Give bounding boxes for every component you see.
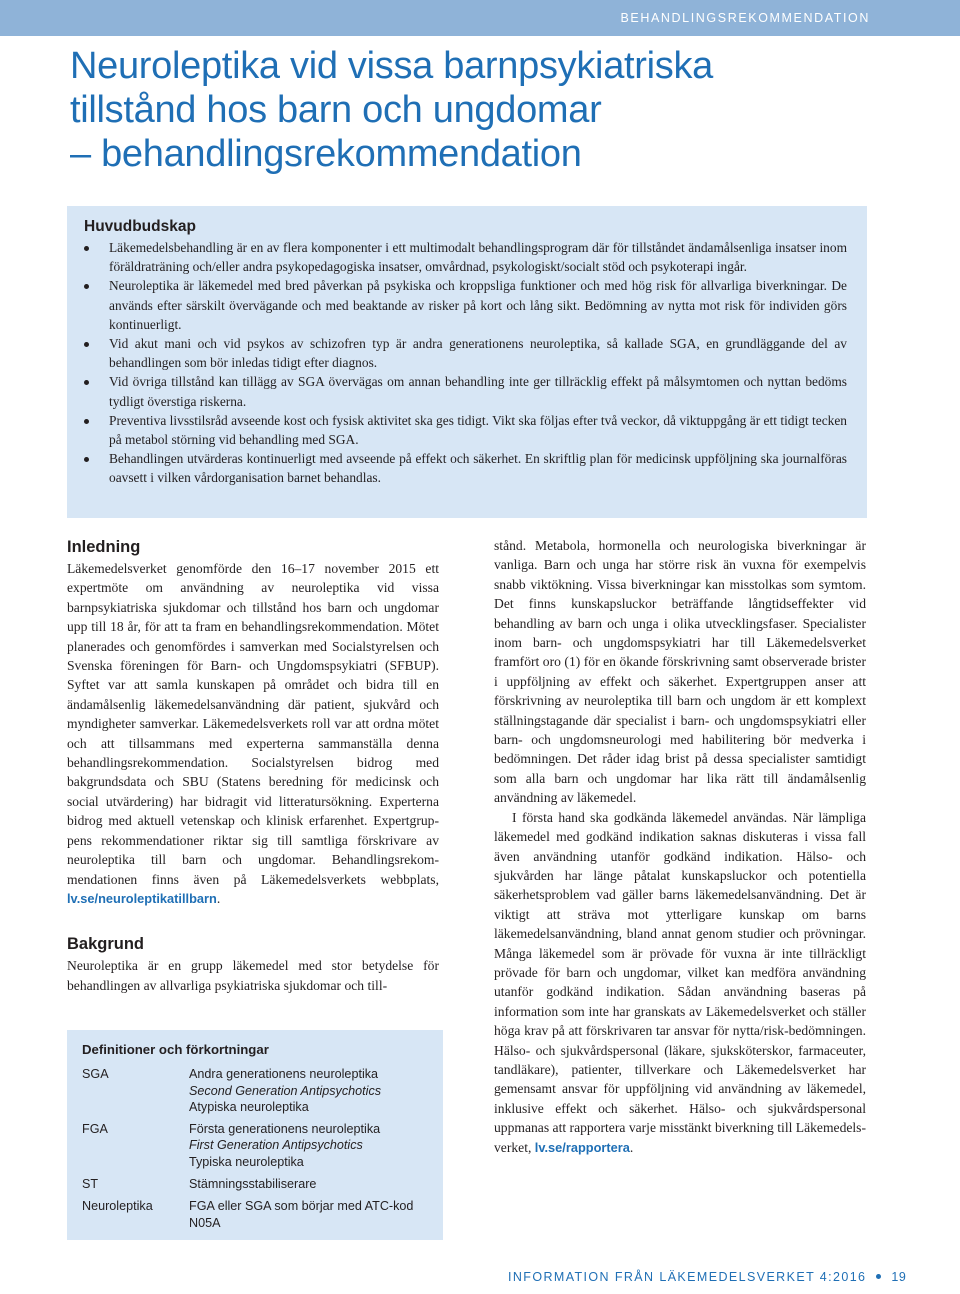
definition-row bbox=[82, 1066, 429, 1115]
definition-term: FGA bbox=[82, 1122, 108, 1137]
definition-term: Neuroleptika bbox=[82, 1199, 153, 1214]
definition-row bbox=[82, 1121, 429, 1170]
key-message-item: Vid akut mani och vid psykos av schizofren typ är andra generationens neuroleptika, så kallade SGA, en grundläggande del av behandlingen som bör inledas tidigt efter diagnos. bbox=[84, 334, 847, 372]
separator-dot-icon bbox=[876, 1274, 881, 1279]
key-message-item: Vid övriga tillstånd kan tillägg av SGA övervägas om annan behandling inte ger tillräcklig effekt på målsymtomen och nyttan bedöms tydligt överstiga riskerna. bbox=[84, 372, 847, 410]
key-messages-heading: Huvudbudskap bbox=[84, 218, 196, 235]
right-paragraph-2: I första hand ska godkända läkemedel användas. När lämpliga läkemedel med godkänd indikation saknas diskuteras i vissa fall även användning utanför godkänd indikation. Hälso- och sjukvården har länge påtalat kunskapsluckor och potentiella säkerhetsproblem vad gäller barns läkemedelsanvändning. Det är viktigt att sträva mot ytterligare kunskap om barns läkemedelsanvändning, bland annat genom studier och prövningar. Många läkemedel som är prövade för vuxna är inte tillräckligt prövade för barn och ungdomar, vilket kan medföra användning utanför godkänd indikation. Sådan användning baseras på information som inte har granskats av Läkemedelsverket och ställer höga krav på att förskrivaren tar ansvar för nytta/risk-bedömningen. Hälso- och sjukvårdspersonal (läkare, sjuksköterskor, farmaceuter, tandläkare), patienter, tillverkare och Läkemedelsverket har gemensamt ansvar för uppföljning vid användning av läkemedel, inklusive effekt och säkerhet. Hälso- och sjukvårdspersonal uppmanas att rapportera varje misstänkt biverkning till Läkemedelsverket, lv.se/rapportera. bbox=[494, 809, 866, 1155]
section-label: BEHANDLINGSREKOMMENDATION bbox=[620, 11, 870, 25]
left-column bbox=[67, 535, 439, 995]
definition-description: Andra generationens neuroleptika Second Generation Antipsychotics Atypiska neuroleptika bbox=[189, 1067, 382, 1114]
right-paragraph-1: stånd. Metabola, hormonella och neurologiska biverkningar är vanliga. Barn och unga har större risk än vuxna för exempelvis snabb viktökning. Vissa biverkningar kan misstolkas som symtom. Det finns kunskapsluckor beträffande långtidseffekter vid behandling av barn och unga i olika utvecklingsfaser. Specialister inom barn- och ungdomspsykiatri har till Läkemedelsverket framfört oro (1) för en ökande förskrivning samt observerade brister i uppföljning av effekt och säkerhet. Expertgruppen anser att förskrivning av neuroleptika till barn och ungdom är ett komplext ställningstagande där specialist i barn- och ungdomspsykiatri eller barn- och ungdomsneurologi med habilitering bör medverka i bedömningen. Det råder idag brist på dessa specialister samtidigt som alla barn och ungdomar har lika rätt till ändamålsenlig användning av läkemedel. bbox=[494, 538, 866, 806]
bullet-icon bbox=[84, 284, 89, 289]
title-line-1: Neuroleptika vid vissa barnpsykiatriska bbox=[70, 45, 714, 87]
neuroleptika-link[interactable]: lv.se/neuroleptikatillbarn bbox=[67, 890, 217, 906]
key-messages-list bbox=[84, 238, 847, 488]
page-number: 19 bbox=[891, 1270, 907, 1284]
bullet-icon bbox=[84, 380, 89, 385]
definition-row bbox=[82, 1198, 429, 1231]
key-message-item: Preventiva livsstilsråd avseende kost och fysisk aktivitet ska ges tidigt. Vikt ska följas efter två veckor, då viktuppgång är ett tidigt tecken på metabol störning vid behandling med SGA. bbox=[84, 411, 847, 449]
publication-name: INFORMATION FRÅN LÄKEMEDELSVERKET 4:2016 bbox=[508, 1270, 867, 1284]
definition-term: SGA bbox=[82, 1067, 109, 1082]
key-message-item: Läkemedelsbehandling är en av flera komponenter i ett multimodalt behandlingsprogram där för tillståndet ändamålsenliga insatser inom föräldraträning och/eller andra psykopedagogiska insatser, omvårdnad, psykologiskt/socialt stöd och psykoterapi ingår. bbox=[84, 238, 847, 276]
background-heading: Bakgrund bbox=[67, 935, 145, 954]
rapportera-link[interactable]: lv.se/rapportera bbox=[534, 1139, 630, 1155]
definition-description: Första generationens neuroleptika First Generation Antipsychotics Typiska neuroleptika bbox=[189, 1122, 381, 1169]
key-messages-box bbox=[67, 206, 867, 518]
bullet-icon bbox=[84, 342, 89, 347]
definition-term: ST bbox=[82, 1177, 99, 1192]
page-title bbox=[70, 44, 890, 176]
title-line-3: – behandlingsrekommendation bbox=[70, 133, 582, 175]
key-message-item: Neuroleptika är läkemedel med bred påverkan på psykiska och kroppsliga funktioner och med hög risk för allvarliga biverkningar. De används efter särskilt övervägande och med beaktande av risker på kort och lång sikt. Bedömning av nytta mot risk för individen görs kontinuerligt. bbox=[84, 276, 847, 334]
right-column bbox=[494, 536, 866, 1157]
definitions-box bbox=[67, 1030, 443, 1240]
title-line-2: tillstånd hos barn och ungdomar bbox=[70, 89, 602, 131]
definition-row bbox=[82, 1176, 429, 1192]
key-message-item: Behandlingen utvärderas kontinuerligt med avseende på effekt och säkerhet. En skriftlig plan för medicinsk uppföljning ska journalföras oavsett i vilken vårdorganisation barnet behandlas. bbox=[84, 449, 847, 487]
definition-description: FGA eller SGA som börjar med ATC-kod N05A bbox=[189, 1199, 414, 1230]
intro-paragraph: Läkemedelsverket genomförde den 16–17 november 2015 ett expertmöte om användning av neuroleptika vid vissa barnpsykiatriska sjukdomar och tillstånd hos barn och ungdomar upp till 18 år, för att ta fram en behandlingsrekommendation. Mötet planerades och genomfördes i samverkan med Socialstyrelsen och Svenska föreningen för Barn- och Ungdomspsykiatri (SFBUP). Syftet var att samla kunskapen på området och bidra till en ändamålsenlig läkemedelsanvändning där patient, sjukvård och myndigheter samverkar. Läkemedelsverkets roll var att ordna mötet och att tillsammans med experterna sammanställa denna behandlingsrekommendation. Socialstyrelsen bidrog med bakgrundsdata och SBU (Statens beredning för medicinsk och social utvärdering) har bidragit vid litteratursökning. Experterna bidrog med aktuell vetenskap och klinisk erfarenhet. Expertgruppens rekommendationer riktar sig till samtliga förskrivare av neuroleptika till barn och ungdomar. Behandlingsrekommendationen finns även på Läkemedelsverkets webbplats, lv.se/neuroleptikatillbarn. bbox=[67, 561, 439, 906]
header-bar bbox=[0, 0, 960, 36]
page-footer bbox=[508, 1270, 906, 1284]
intro-heading: Inledning bbox=[67, 538, 141, 556]
definitions-heading: Definitioner och förkortningar bbox=[82, 1042, 269, 1057]
background-paragraph: Neuroleptika är en grupp läkemedel med stor betydelse för behandlingen av allvarliga psykiatriska sjukdomar och till- bbox=[67, 958, 439, 993]
bullet-icon bbox=[84, 419, 89, 424]
bullet-icon bbox=[84, 246, 89, 251]
bullet-icon bbox=[84, 457, 89, 462]
definition-description: Stämningsstabiliserare bbox=[189, 1177, 317, 1192]
